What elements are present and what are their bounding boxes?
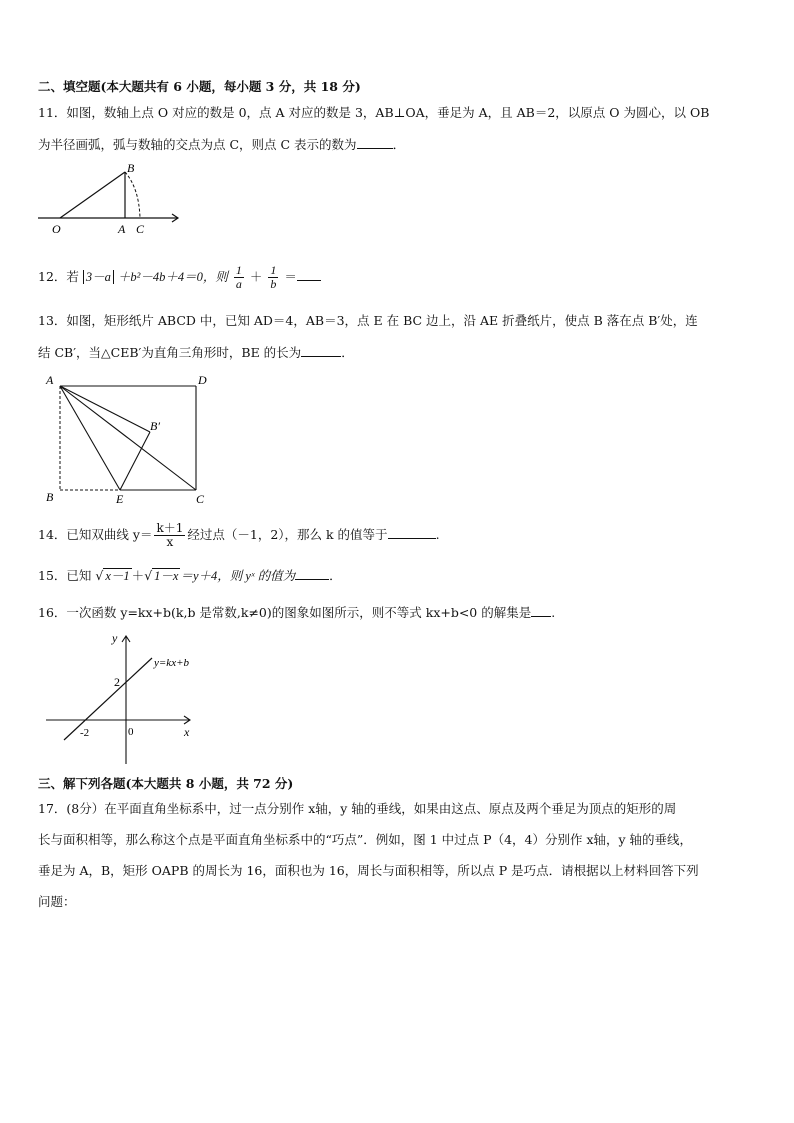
q14-frac-num: k＋1 <box>156 521 184 535</box>
q16-figure <box>42 628 202 770</box>
section3-title: 三、解下列各题(本大题共 8 小题，共 72 分) <box>38 776 294 791</box>
y-intercept-label: 2 <box>114 675 120 689</box>
section2-title: 二、填空题(本大题共有 6 小题，每小题 3 分，共 18 分) <box>38 79 361 94</box>
segment-EB-prime <box>120 432 150 490</box>
x-intercept-label: -2 <box>80 727 90 739</box>
q15-root1: x－1 <box>105 569 130 583</box>
q15-plus: ＋ <box>131 568 145 583</box>
label-B: B <box>46 490 54 504</box>
q13-line2 <box>38 344 354 361</box>
q14-end: . <box>435 527 440 542</box>
q15-prefix: 15．已知 <box>38 568 92 583</box>
q13-figure <box>40 370 220 510</box>
label-O: O <box>52 222 61 236</box>
q12-abs-value: 3－a <box>83 270 114 284</box>
q17-line2: 长与面积相等，那么称这个点是平面直角坐标系中的“巧点”．例如，图 1 中过点 P（4，4）分别作 x轴，y 轴的垂线， <box>38 832 693 847</box>
q14-answer-blank <box>388 526 436 539</box>
arc-BC <box>125 172 140 218</box>
q14-line <box>38 517 440 553</box>
q16-answer-blank <box>531 604 551 617</box>
label-D: D <box>198 373 207 387</box>
q12-rest: ＋b²－4b＋4＝0，则 <box>117 270 228 284</box>
q13-answer-blank <box>301 344 341 357</box>
q13-line2-text: 结 CB′，当△CEB′为直角三角形时，BE 的长为 <box>38 345 302 360</box>
segment-OB <box>60 172 125 218</box>
x-axis-label: x <box>184 725 190 739</box>
q17-line3: 垂足为 A，B，矩形 OAPB 的周长为 16，面积也为 16，周长与面积相等，所以点 P 是巧点．请根据以上材料回答下列 <box>38 863 699 878</box>
q14-frac <box>154 522 185 549</box>
label-B-prime: B′ <box>150 419 160 433</box>
q12-frac1 <box>234 264 244 291</box>
q11-line2 <box>38 136 405 153</box>
q13-end: ． <box>341 345 354 360</box>
line-label: y=kx+b <box>154 657 189 669</box>
q11-line1: 11．如图，数轴上点 O 对应的数是 0，点 A 对应的数是 3，AB⊥OA，垂足为 A，且 AB＝2，以原点 O 为圆心，以 OB <box>38 105 710 120</box>
q12-frac2 <box>268 264 278 291</box>
q16-line <box>38 604 555 621</box>
label-C: C <box>196 492 205 506</box>
label-B: B <box>127 161 135 175</box>
q12-frac2-num: 1 <box>270 263 277 277</box>
q12-eq: ＝ <box>284 269 297 284</box>
label-A: A <box>118 222 126 236</box>
label-A: A <box>46 373 54 387</box>
label-E: E <box>116 492 124 506</box>
q12-answer-blank <box>297 268 321 281</box>
q16-end: . <box>551 605 556 620</box>
q15-line: 15．已知 √ x－1 ＋√ 1－x ＝y＋4，则 yˣ 的值为 ． <box>38 568 342 583</box>
q15-root2: 1－x <box>154 569 179 583</box>
q12-frac2-den: b <box>270 277 277 291</box>
q11-figure <box>30 160 190 240</box>
q15-answer-blank <box>295 567 329 580</box>
q14-prefix: 14．已知双曲线 y＝ <box>38 527 153 542</box>
q13-line1: 13．如图，矩形纸片 ABCD 中，已知 AD＝4，AB＝3，点 E 在 BC 边上，沿 AE 折叠纸片，使点 B 落在点 B′处，连 <box>38 313 698 328</box>
q11-line2-text: 为半径画弧，弧与数轴的交点为点 C，则点 C 表示的数为 <box>38 137 357 152</box>
q15-end: ． <box>329 568 342 583</box>
q14-frac-den: x <box>166 535 174 549</box>
q16-text: 16．一次函数 y=kx+b(k,b 是常数,k≠0)的图象如图所示，则不等式 kx+b<0 的解集是 <box>38 605 532 620</box>
q12-frac1-num: 1 <box>235 263 242 277</box>
q12-prefix: 12．若 <box>38 269 79 284</box>
q12-frac1-den: a <box>235 277 242 291</box>
q11-answer-blank <box>357 136 393 149</box>
q17-line1: 17．(8分）在平面直角坐标系中，过一点分别作 x轴，y 轴的垂线，如果由这点、原点及两个垂足为顶点的矩形的周 <box>38 801 677 816</box>
q14-suffix: 经过点（－1，2），那么 k 的值等于 <box>187 527 388 542</box>
function-line <box>64 658 152 740</box>
q12-line <box>38 262 321 292</box>
y-axis-label: y <box>112 631 118 645</box>
q12-plus: ＋ <box>249 269 263 284</box>
q15-rest: ＝y＋4，则 yˣ 的值为 <box>180 569 296 583</box>
label-C: C <box>136 222 145 236</box>
q11-end: ． <box>392 137 406 152</box>
origin-label: 0 <box>128 726 134 738</box>
q17-line4: 问题： <box>38 894 76 909</box>
